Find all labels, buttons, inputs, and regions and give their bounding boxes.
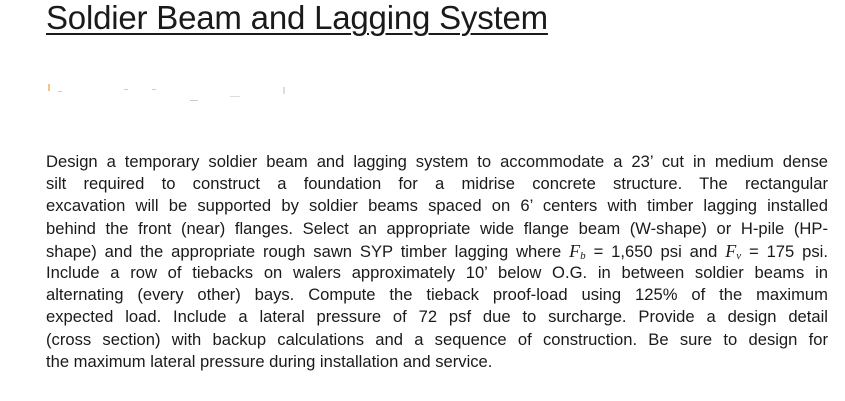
text-line: (cross section) with backup calculations and a sequence of construction. Be sure to design for xyxy=(46,329,828,349)
fv-symbol: F xyxy=(725,240,737,261)
faint-artifact-marks xyxy=(46,84,306,104)
text-line-allowables xyxy=(46,240,828,262)
fv-value: = 175 psi. xyxy=(749,241,828,261)
problem-statement xyxy=(46,151,828,373)
text-line: behind the front (near) flanges. Select an appropriate wide flange beam (W-shape) or H-pile (HP- xyxy=(46,218,828,238)
fb-symbol: F xyxy=(569,240,581,261)
text-line: Design a temporary soldier beam and lagging system to accommodate a 23’ cut in medium dense xyxy=(46,152,828,171)
fb-subscript: b xyxy=(580,249,586,262)
text-line: Include a row of tiebacks on walers approximately 10’ below O.G. in between soldier beams in xyxy=(46,262,828,282)
document-title: Soldier Beam and Lagging System xyxy=(46,0,548,36)
text-line: the maximum lateral pressure during installation and service. xyxy=(46,351,493,371)
text-segment: shape) and the appropriate rough sawn SYP timber lagging where xyxy=(46,241,562,261)
text-line: alternating (every other) bays. Compute the tieback proof-load using 125% of the maximum xyxy=(46,285,828,305)
fb-value: = 1,650 psi and xyxy=(593,241,718,261)
text-line: excavation will be supported by soldier beams spaced on 6’ centers with timber lagging installed xyxy=(46,196,828,216)
text-line: silt required to construct a foundation for a midrise concrete structure. The rectangular xyxy=(46,174,828,194)
text-line: expected load. Include a lateral pressure of 72 psf due to surcharge. Provide a design detail xyxy=(46,307,828,327)
fv-subscript: v xyxy=(736,249,742,262)
